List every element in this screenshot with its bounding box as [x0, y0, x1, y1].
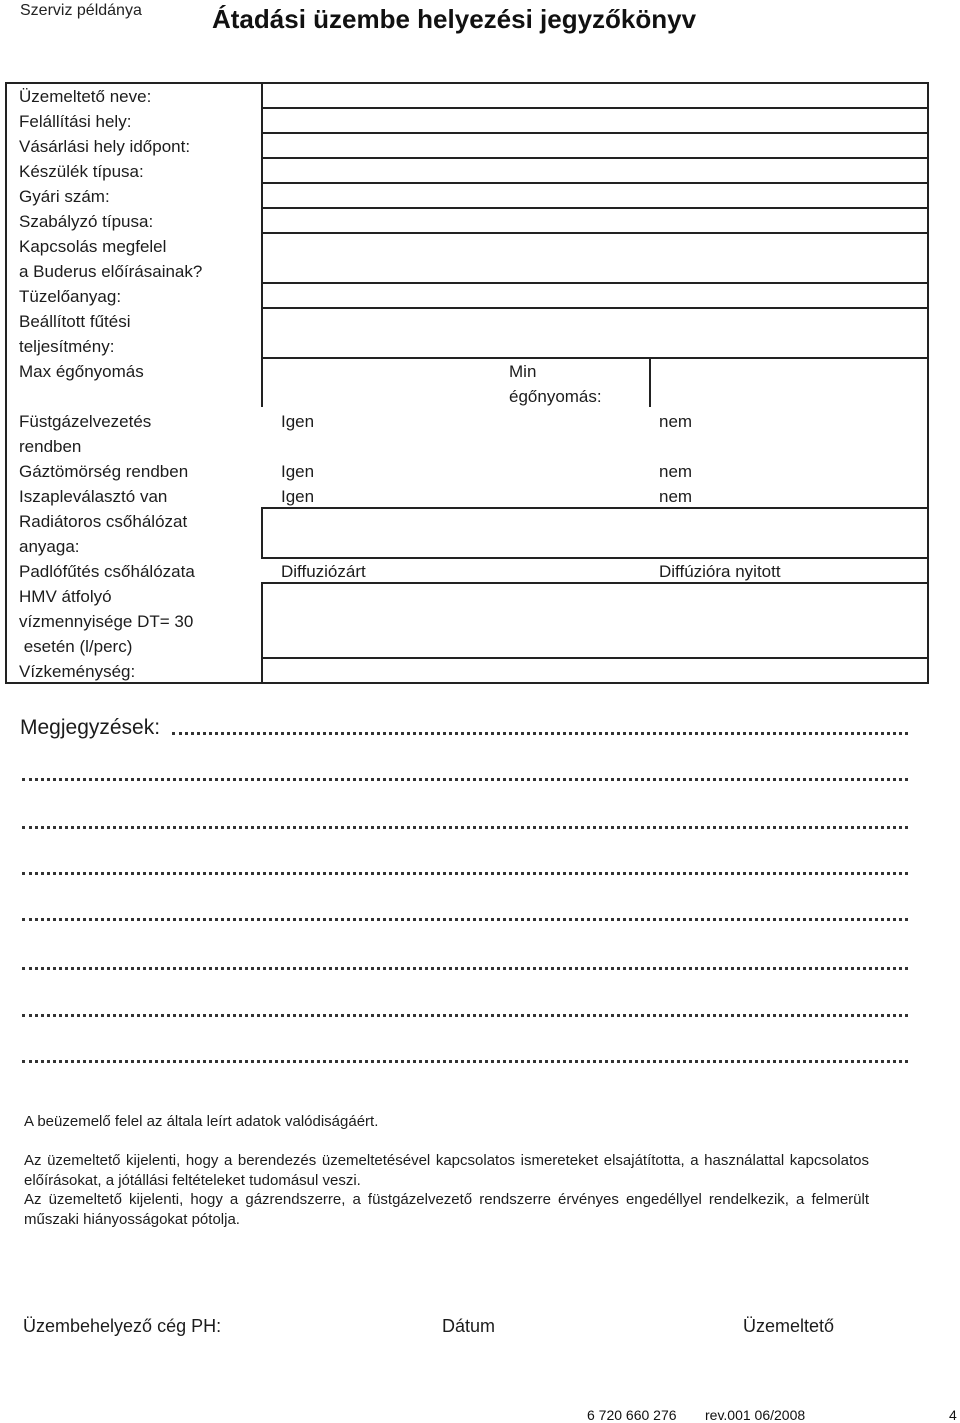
row-rule — [261, 232, 929, 234]
page-number: 4 — [949, 1407, 957, 1423]
notes-line[interactable] — [22, 826, 908, 829]
label-hmv-3: esetén (l/perc) — [19, 637, 133, 656]
notes-line[interactable] — [22, 1014, 908, 1017]
label-heating-power-1: Beállított fűtési — [19, 312, 131, 331]
notes-line[interactable] — [22, 778, 908, 781]
label-purchase: Vásárlási hely időpont: — [19, 137, 191, 156]
label-gas-tight: Gáztömörség rendben — [19, 462, 189, 481]
diffusion-open-option[interactable]: Diffúzióra nyitott — [659, 562, 781, 581]
flue-yes-option[interactable]: Igen — [281, 412, 315, 431]
label-operator-name: Üzemeltető neve: — [19, 87, 152, 106]
label-hmv-1: HMV átfolyó — [19, 587, 112, 606]
notes-line[interactable] — [172, 732, 908, 735]
row-rule — [261, 132, 929, 134]
label-radiator-1: Radiátoros csőhálózat — [19, 512, 188, 531]
form-divider-lower — [261, 582, 263, 682]
gas-tight-yes-option[interactable]: Igen — [281, 462, 315, 481]
signature-date: Dátum — [442, 1316, 496, 1336]
form-border-right — [927, 82, 929, 684]
revision: rev.001 06/2008 — [705, 1407, 806, 1423]
doc-number: 6 720 660 276 — [587, 1407, 677, 1423]
row-rule — [261, 182, 929, 184]
gas-tight-no-option[interactable]: nem — [659, 462, 693, 481]
label-min-pressure-1: Min — [509, 362, 537, 381]
diffusion-closed-option[interactable]: Diffuziózárt — [281, 562, 366, 581]
notes-line[interactable] — [22, 967, 908, 970]
statement-knowledge: Az üzemeltető kijelenti, hogy a berendezés üzemeltetésével kapcsolatos ismereteket elsajátította, a használattal kapcsolatos előírásokat, a jótállási feltételeket tudomásul veszi. — [24, 1152, 869, 1189]
row-rule — [261, 107, 929, 109]
label-heating-power-2: teljesítmény: — [19, 337, 115, 356]
form-divider-radiator — [261, 507, 263, 557]
sludge-yes-option[interactable]: Igen — [281, 487, 315, 506]
statement-responsibility: A beüzemelő felel az általa leírt adatok valódiságáért. — [24, 1113, 379, 1130]
label-hmv-2: vízmennyisége DT= 30 — [19, 612, 194, 631]
form-border-bottom — [5, 682, 929, 684]
label-sludge: Iszapleválasztó van — [19, 487, 168, 506]
row-rule — [261, 357, 929, 359]
notes-label: Megjegyzések: — [20, 716, 161, 739]
form-border-left — [5, 82, 7, 684]
label-controller-type: Szabályzó típusa: — [19, 212, 154, 231]
signature-operator: Üzemeltető — [743, 1316, 835, 1336]
label-serial: Gyári szám: — [19, 187, 110, 206]
flue-no-option[interactable]: nem — [659, 412, 693, 431]
statement-permit: Az üzemeltető kijelenti, hogy a gázrendszerre, a füstgázelvezető rendszerre érvényes engedéllyel rendelkezik, a felmerült műszaki hiányosságokat pótolja. — [24, 1191, 869, 1228]
row-rule — [261, 657, 929, 659]
row-rule — [261, 282, 929, 284]
notes-line[interactable] — [22, 918, 908, 921]
label-fuel: Tüzelőanyag: — [19, 287, 122, 306]
label-floor-heating: Padlófűtés csőhálózata — [19, 562, 195, 581]
notes-line[interactable] — [22, 1060, 908, 1063]
notes-line[interactable] — [22, 872, 908, 875]
label-max-pressure: Max égőnyomás — [19, 362, 144, 381]
row-rule — [261, 157, 929, 159]
row-rule — [261, 307, 929, 309]
label-install-place: Felállítási hely: — [19, 112, 132, 131]
signature-company: Üzembehelyező cég PH: — [23, 1316, 222, 1336]
row-rule — [261, 207, 929, 209]
label-device-type: Készülék típusa: — [19, 162, 144, 181]
label-flue-2: rendben — [19, 437, 82, 456]
min-pressure-divider — [649, 357, 651, 407]
label-hardness: Vízkeménység: — [19, 662, 136, 681]
label-min-pressure-2: égőnyomás: — [509, 387, 602, 406]
label-wiring-1: Kapcsolás megfelel — [19, 237, 167, 256]
page-title: Átadási üzembe helyezési jegyzőkönyv — [212, 4, 697, 34]
label-radiator-2: anyaga: — [19, 537, 80, 556]
copy-label: Szerviz példánya — [20, 2, 142, 19]
sludge-no-option[interactable]: nem — [659, 487, 693, 506]
label-flue-1: Füstgázelvezetés — [19, 412, 152, 431]
row-rule — [261, 507, 929, 509]
label-wiring-2: a Buderus előírásainak? — [19, 262, 203, 281]
